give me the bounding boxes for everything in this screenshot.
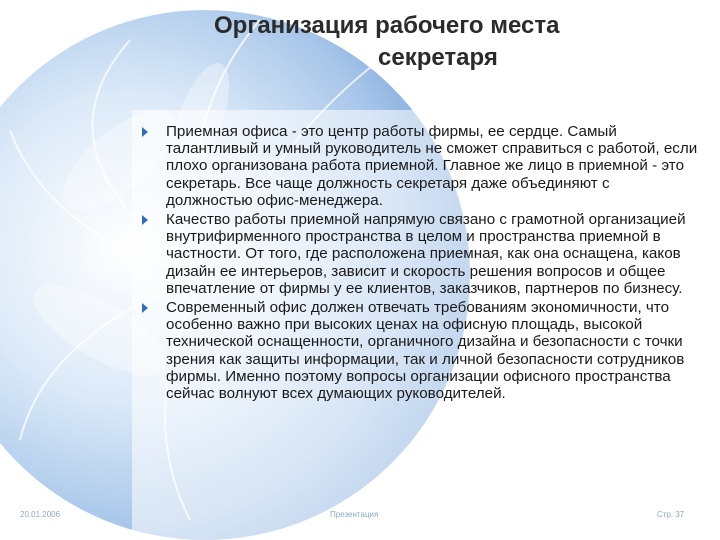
slide-title-line-1: Организация рабочего места	[214, 12, 560, 39]
list-item	[140, 299, 700, 402]
slide-title	[200, 10, 640, 74]
slide-title-line-2: секретаря	[378, 44, 498, 71]
footer-page-number: Стр. 37	[657, 510, 685, 519]
list-item-text: Качество работы приемной напрямую связано с грамотной организацией внутрифирменного пространства в целом и пространства приемной в частности. От того, где расположена приемная, как она оснащена, каков дизайн ее интерьеров, зависит и скорость решения вопросов и общее впечатление от фирмы у ее клиентов, заказчиков, партнеров по бизнесу.	[166, 211, 686, 297]
list-item-text: Приемная офиса - это центр работы фирмы, ее сердце. Самый талантливый и умный руководитель не сможет справиться с работой, если плохо организована работа приемной. Главное же лицо в приемной - это секретарь. Все чаще должность секретаря даже объединяют с должностью офис-менеджера.	[166, 123, 698, 209]
bullet-list	[140, 123, 700, 404]
list-item	[140, 123, 700, 209]
footer-date: 20.01.2006	[20, 510, 61, 519]
list-item-text: Современный офис должен отвечать требованиям экономичности, что особенно важно при высоких ценах на офисную площадь, высокой технической оснащенности, органичного дизайна и безопасности с точки зрения как защиты информации, так и личной безопасности сотрудников фирмы. Именно поэтому вопросы организации офисного пространства сейчас волнуют всех думающих руководителей.	[166, 299, 685, 403]
footer-center-text: Презентация	[330, 510, 379, 519]
triangle-right-icon	[142, 127, 148, 137]
list-item	[140, 211, 700, 297]
triangle-right-icon	[142, 303, 148, 313]
triangle-right-icon	[142, 215, 148, 225]
